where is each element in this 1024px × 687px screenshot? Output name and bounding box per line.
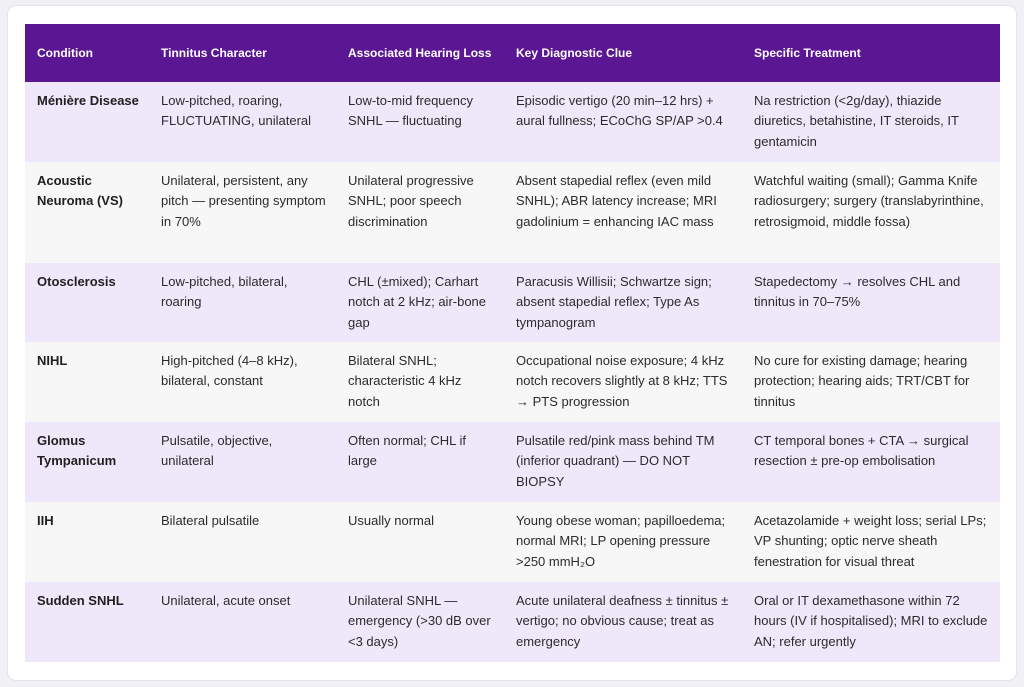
cell-tinnitus: Pulsatile, objective, unilateral bbox=[161, 433, 273, 469]
cell-condition: Acoustic Neuroma (VS) bbox=[25, 162, 149, 263]
cell-hearing-loss: Low-to-mid frequency SNHL — fluctuating bbox=[348, 93, 473, 129]
cell-treatment: Acetazolamide + weight loss; serial LPs; VP shunting; optic nerve sheath fenestration for visual threat bbox=[742, 502, 1000, 582]
table-row bbox=[25, 502, 1000, 582]
header-condition: Condition bbox=[37, 46, 93, 60]
cell-clue: Absent stapedial reflex (even mild SNHL); ABR latency increase; MRI gadolinium = enhancing IAC mass bbox=[504, 162, 742, 263]
cell-hearing-loss: Unilateral progressive SNHL; poor speech discrimination bbox=[336, 162, 504, 263]
cell-clue: Paracusis Willisii; Schwartze sign; absent stapedial reflex; Type As tympanogram bbox=[516, 274, 712, 330]
cell-condition: Sudden SNHL bbox=[37, 593, 124, 608]
header-tinnitus-character: Tinnitus Character bbox=[161, 46, 267, 60]
cell-tinnitus: Unilateral, acute onset bbox=[161, 593, 291, 608]
table-body bbox=[25, 82, 1000, 662]
cell-clue: Acute unilateral deafness ± tinnitus ± vertigo; no obvious cause; treat as emergency bbox=[516, 593, 729, 649]
cell-condition: NIHL bbox=[25, 342, 149, 422]
cell-treatment: No cure for existing damage; hearing protection; hearing aids; TRT/CBT for tinnitus bbox=[742, 342, 1000, 422]
table-row bbox=[25, 82, 1000, 162]
tinnitus-conditions-table bbox=[25, 24, 1000, 662]
cell-treatment: Stapedectomy → resolves CHL and tinnitus in 70–75% bbox=[754, 274, 961, 310]
cell-hearing-loss: Usually normal bbox=[336, 502, 504, 582]
cell-hearing-loss: Unilateral SNHL — emergency (>30 dB over <3 days) bbox=[348, 593, 491, 649]
cell-clue: Occupational noise exposure; 4 kHz notch recovers slightly at 8 kHz; TTS → PTS progression bbox=[504, 342, 742, 422]
cell-treatment: Na restriction (<2g/day), thiazide diuretics, betahistine, IT steroids, IT gentamicin bbox=[754, 93, 959, 149]
cell-tinnitus: High-pitched (4–8 kHz), bilateral, constant bbox=[149, 342, 336, 422]
cell-tinnitus: Unilateral, persistent, any pitch — presenting symptom in 70% bbox=[149, 162, 336, 263]
table-row bbox=[25, 263, 1000, 342]
cell-hearing-loss: Often normal; CHL if large bbox=[348, 433, 467, 469]
table-header bbox=[25, 24, 1000, 82]
cell-hearing-loss: Bilateral SNHL; characteristic 4 kHz notch bbox=[336, 342, 504, 422]
cell-clue: Episodic vertigo (20 min–12 hrs) + aural fullness; ECoChG SP/AP >0.4 bbox=[516, 93, 723, 129]
cell-condition: IIH bbox=[25, 502, 149, 582]
table-row bbox=[25, 162, 1000, 263]
table-row bbox=[25, 342, 1000, 422]
cell-clue: Pulsatile red/pink mass behind TM (inferior quadrant) — DO NOT BIOPSY bbox=[516, 433, 715, 489]
cell-hearing-loss: CHL (±mixed); Carhart notch at 2 kHz; air-bone gap bbox=[348, 274, 487, 330]
cell-treatment: CT temporal bones + CTA → surgical resection ± pre-op embolisation bbox=[754, 433, 969, 469]
cell-condition: Glomus Tympanicum bbox=[37, 433, 117, 469]
header-row bbox=[25, 24, 1000, 82]
table-row bbox=[25, 582, 1000, 662]
cell-tinnitus: Low-pitched, roaring, FLUCTUATING, unilateral bbox=[161, 93, 312, 129]
header-specific-treatment: Specific Treatment bbox=[754, 46, 861, 60]
cell-treatment: Oral or IT dexamethasone within 72 hours (IV if hospitalised); MRI to exclude AN; refer urgently bbox=[754, 593, 988, 649]
cell-treatment: Watchful waiting (small); Gamma Knife radiosurgery; surgery (translabyrinthine, retrosigmoid, middle fossa) bbox=[742, 162, 1000, 263]
header-associated-hearing-loss: Associated Hearing Loss bbox=[348, 46, 492, 60]
table-row bbox=[25, 422, 1000, 502]
cell-condition: Ménière Disease bbox=[37, 93, 139, 108]
header-key-diagnostic-clue: Key Diagnostic Clue bbox=[516, 46, 633, 60]
cell-tinnitus: Low-pitched, bilateral, roaring bbox=[161, 274, 288, 310]
cell-tinnitus: Bilateral pulsatile bbox=[149, 502, 336, 582]
cell-condition: Otosclerosis bbox=[37, 274, 116, 289]
cell-clue: Young obese woman; papilloedema; normal MRI; LP opening pressure >250 mmH₂O bbox=[504, 502, 742, 582]
